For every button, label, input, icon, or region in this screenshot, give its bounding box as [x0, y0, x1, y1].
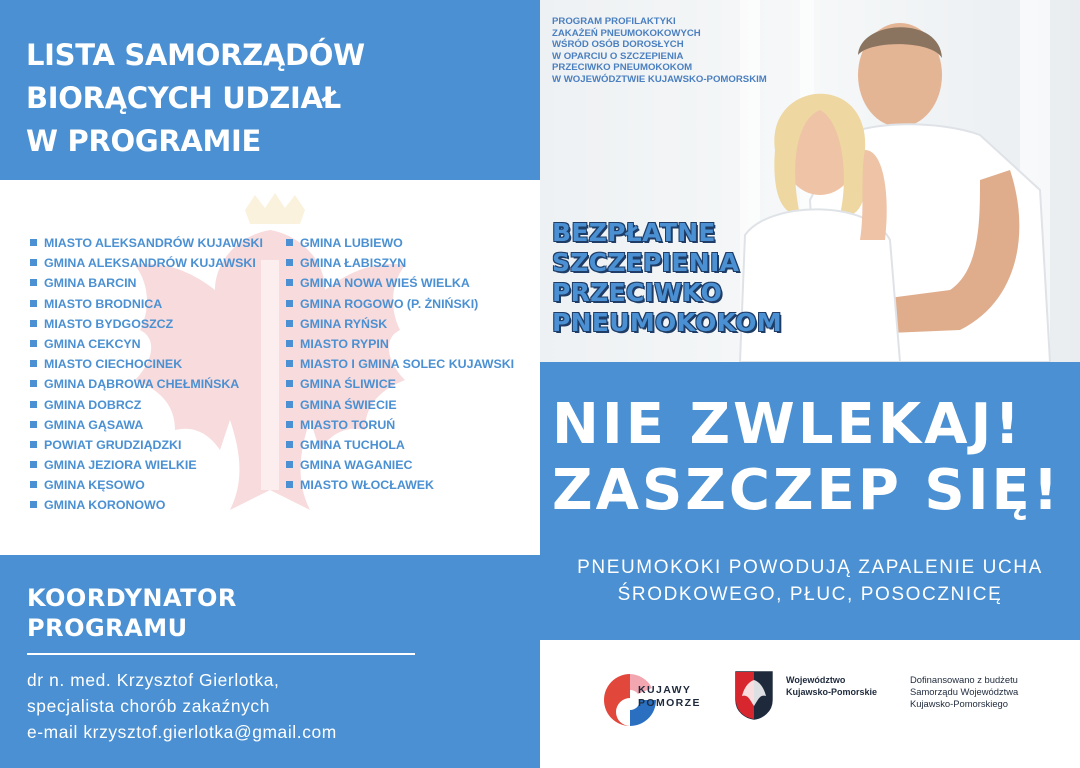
coordinator-title	[27, 583, 540, 643]
funding-note	[910, 674, 1018, 710]
list-item: GMINA CEKCYN	[30, 334, 263, 354]
list-item: GMINA GĄSAWA	[30, 415, 263, 435]
list-item: GMINA TUCHOLA	[286, 435, 514, 455]
square-bullet-icon	[30, 340, 37, 347]
disease-info	[540, 554, 1080, 608]
list-item: MIASTO BYDGOSZCZ	[30, 314, 263, 334]
square-bullet-icon	[286, 259, 293, 266]
list-item: GMINA JEZIORA WIELKIE	[30, 455, 263, 475]
square-bullet-icon	[30, 239, 37, 246]
square-bullet-icon	[30, 441, 37, 448]
list-item: GMINA NOWA WIEŚ WIELKA	[286, 273, 514, 293]
square-bullet-icon	[30, 259, 37, 266]
square-bullet-icon	[30, 360, 37, 367]
voivodeship-line: Województwo	[786, 675, 846, 685]
headline-line: PNEUMOKOKOM	[552, 308, 782, 337]
list-item: GMINA WAGANIEC	[286, 455, 514, 475]
slogan	[552, 392, 1072, 524]
list-item: GMINA KORONOWO	[30, 495, 263, 515]
list-item: MIASTO BRODNICA	[30, 294, 263, 314]
square-bullet-icon	[286, 421, 293, 428]
square-bullet-icon	[30, 401, 37, 408]
municipality-column-b	[286, 233, 514, 495]
program-title-line: PROGRAM PROFILAKTYKI	[552, 16, 676, 27]
list-item: MIASTO CIECHOCINEK	[30, 354, 263, 374]
program-title-line: W WOJEWÓDZTWIE KUJAWSKO-POMORSKIM	[552, 73, 767, 85]
list-item: GMINA KĘSOWO	[30, 475, 263, 495]
square-bullet-icon	[286, 360, 293, 367]
square-bullet-icon	[30, 461, 37, 468]
square-bullet-icon	[286, 239, 293, 246]
program-title	[552, 16, 767, 85]
list-title-line: LISTA SAMORZĄDÓW	[26, 38, 365, 72]
coordinator-title-line: KOORDYNATOR	[27, 584, 237, 612]
slogan-line: ZASZCZEP SIĘ!	[552, 458, 1062, 523]
headline-line: PRZECIWKO	[552, 278, 723, 307]
list-item: GMINA ŁABISZYN	[286, 253, 514, 273]
list-item: GMINA ROGOWO (P. ŻNIŃSKI)	[286, 294, 514, 314]
list-item: GMINA BARCIN	[30, 273, 263, 293]
list-item: MIASTO ALEKSANDRÓW KUJAWSKI	[30, 233, 263, 253]
funding-line: Kujawsko-Pomorskiego	[910, 698, 1008, 709]
square-bullet-icon	[286, 340, 293, 347]
list-item: MIASTO I GMINA SOLEC KUJAWSKI	[286, 354, 514, 374]
list-item: MIASTO RYPIN	[286, 334, 514, 354]
slogan-panel	[540, 362, 1080, 640]
brand-line: POMORZE	[638, 697, 701, 709]
program-title-line: WŚRÓD OSÓB DOROSŁYCH	[552, 39, 684, 50]
municipality-list-panel	[0, 180, 540, 555]
hero-photo-panel	[540, 0, 1080, 362]
program-title-line: W OPARCIU O SZCZEPIENIA	[552, 50, 684, 62]
list-item: GMINA LUBIEWO	[286, 233, 514, 253]
list-title-line: BIORĄCYCH UDZIAŁ	[26, 81, 341, 115]
square-bullet-icon	[30, 501, 37, 508]
coordinator-email: e-mail krzysztof.gierlotka@gmail.com	[27, 721, 337, 742]
voivodeship-crest-icon	[734, 670, 774, 720]
disease-info-line: ŚRODKOWEGO, PŁUC, POSOCZNICĘ	[617, 584, 1003, 605]
disease-info-line: PNEUMOKOKI POWODUJĄ ZAPALENIE UCHA	[577, 557, 1043, 578]
coordinator-name: dr n. med. Krzysztof Gierlotka,	[27, 669, 280, 690]
square-bullet-icon	[286, 441, 293, 448]
slogan-line: NIE ZWLEKAJ!	[552, 392, 1023, 457]
list-title	[26, 34, 540, 163]
kujawy-pomorze-text	[638, 684, 701, 710]
program-title-line: ZAKAŻEŃ PNEUMOKOKOWYCH	[552, 27, 701, 39]
funding-line: Dofinansowano z budżetu	[910, 674, 1018, 685]
list-item: GMINA DOBRCZ	[30, 395, 263, 415]
headline-line: SZCZEPIENIA	[552, 248, 740, 277]
list-item: MIASTO TORUŃ	[286, 415, 514, 435]
square-bullet-icon	[30, 300, 37, 307]
list-item: GMINA RYŃSK	[286, 314, 514, 334]
square-bullet-icon	[286, 380, 293, 387]
square-bullet-icon	[30, 421, 37, 428]
square-bullet-icon	[286, 300, 293, 307]
list-item: GMINA ŚWIECIE	[286, 395, 514, 415]
divider	[27, 653, 415, 655]
footer-logos	[540, 640, 1080, 768]
square-bullet-icon	[286, 401, 293, 408]
square-bullet-icon	[30, 481, 37, 488]
program-title-line: PRZECIWKO PNEUMOKOKOM	[552, 62, 693, 73]
list-item: GMINA ŚLIWICE	[286, 374, 514, 394]
square-bullet-icon	[30, 380, 37, 387]
square-bullet-icon	[286, 279, 293, 286]
voivodeship-logo	[734, 670, 894, 722]
square-bullet-icon	[286, 320, 293, 327]
square-bullet-icon	[286, 481, 293, 488]
voivodeship-line: Kujawsko-Pomorskie	[786, 687, 878, 697]
list-item: GMINA DĄBROWA CHEŁMIŃSKA	[30, 374, 263, 394]
list-item: POWIAT GRUDZIĄDZKI	[30, 435, 263, 455]
list-title-panel	[0, 0, 540, 180]
kujawy-pomorze-logo	[600, 670, 710, 730]
municipality-column-a	[30, 233, 263, 516]
list-title-line: W PROGRAMIE	[26, 124, 262, 158]
list-item: GMINA ALEKSANDRÓW KUJAWSKI	[30, 253, 263, 273]
headline-line: BEZPŁATNE	[552, 218, 716, 247]
coordinator-title-line: PROGRAMU	[27, 614, 188, 642]
free-vaccination-headline	[552, 218, 782, 338]
brand-line: KUJAWY	[638, 684, 692, 696]
list-item: MIASTO WŁOCŁAWEK	[286, 475, 514, 495]
square-bullet-icon	[286, 461, 293, 468]
coordinator-role: specjalista chorób zakaźnych	[27, 695, 270, 716]
square-bullet-icon	[30, 320, 37, 327]
coordinator-panel	[0, 555, 540, 768]
voivodeship-text	[786, 674, 877, 698]
square-bullet-icon	[30, 279, 37, 286]
funding-line: Samorządu Województwa	[910, 686, 1019, 697]
